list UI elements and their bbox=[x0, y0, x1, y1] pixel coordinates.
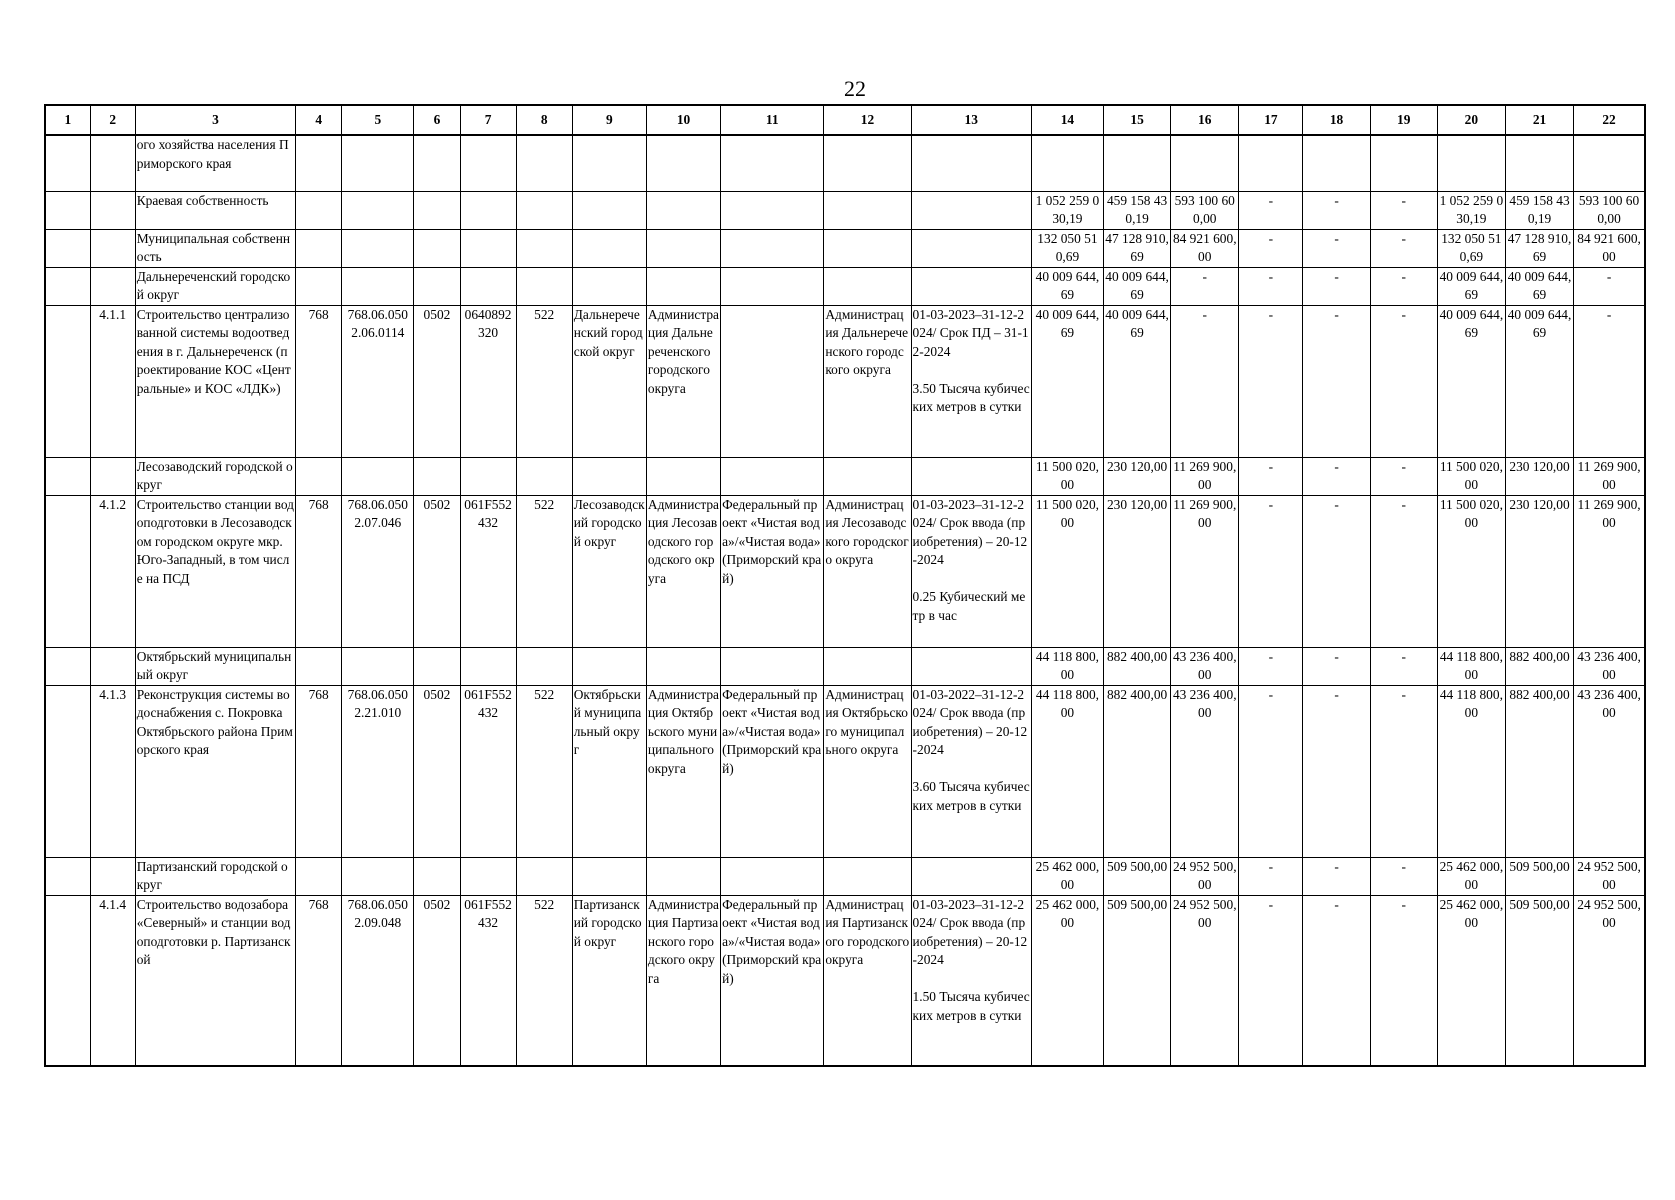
cell-col-21: 882 400,00 bbox=[1505, 685, 1573, 857]
cell-col-3: Лесозаводский городской округ bbox=[135, 457, 295, 495]
cell-col-18: - bbox=[1303, 647, 1370, 685]
cell-col-14: 25 462 000,00 bbox=[1031, 857, 1103, 895]
cell-col-17: - bbox=[1239, 495, 1303, 647]
cell-col-1 bbox=[45, 305, 90, 457]
table-row bbox=[45, 495, 1645, 647]
cell-col-2 bbox=[90, 857, 135, 895]
column-header-14: 14 bbox=[1031, 105, 1103, 135]
cell-col-6: 0502 bbox=[414, 305, 460, 457]
cell-col-19: - bbox=[1370, 495, 1437, 647]
cell-col-19: - bbox=[1370, 267, 1437, 305]
cell-col-22: 11 269 900,00 bbox=[1574, 457, 1645, 495]
cell-col-17: - bbox=[1239, 305, 1303, 457]
cell-col-12: Администрация Октябрьского муниципального округа bbox=[824, 685, 911, 857]
table-row bbox=[45, 647, 1645, 685]
cell-col-10 bbox=[646, 191, 720, 229]
cell-col-20: 44 118 800,00 bbox=[1437, 647, 1505, 685]
cell-col-13: 01-03-2023–31-12-2024/ Срок ввода (приобретения) – 20-12-2024 1.50 Тысяча кубических метров в сутки bbox=[911, 895, 1031, 1066]
column-header-4: 4 bbox=[296, 105, 342, 135]
cell-col-5 bbox=[342, 857, 414, 895]
cell-col-1 bbox=[45, 267, 90, 305]
cell-col-7: 061F552432 bbox=[460, 685, 516, 857]
column-header-13: 13 bbox=[911, 105, 1031, 135]
cell-col-7: 061F552432 bbox=[460, 895, 516, 1066]
cell-col-22: - bbox=[1574, 305, 1645, 457]
cell-col-1 bbox=[45, 895, 90, 1066]
column-header-3: 3 bbox=[135, 105, 295, 135]
cell-col-16 bbox=[1171, 135, 1239, 191]
cell-col-12: Администрация Лесозаводского городского округа bbox=[824, 495, 911, 647]
cell-col-16: 43 236 400,00 bbox=[1171, 647, 1239, 685]
page-number: 22 bbox=[844, 76, 866, 101]
cell-col-14: 25 462 000,00 bbox=[1031, 895, 1103, 1066]
cell-col-11 bbox=[721, 647, 824, 685]
column-header-21: 21 bbox=[1505, 105, 1573, 135]
cell-col-15: 459 158 430,19 bbox=[1104, 191, 1171, 229]
cell-col-21: 40 009 644,69 bbox=[1505, 267, 1573, 305]
cell-col-21: 509 500,00 bbox=[1505, 895, 1573, 1066]
cell-col-12 bbox=[824, 647, 911, 685]
cell-col-9: Лесозаводский городской округ bbox=[572, 495, 646, 647]
cell-col-8: 522 bbox=[516, 895, 572, 1066]
cell-col-11 bbox=[721, 267, 824, 305]
cell-col-5 bbox=[342, 229, 414, 267]
cell-col-11 bbox=[721, 305, 824, 457]
cell-col-10 bbox=[646, 135, 720, 191]
cell-col-18 bbox=[1303, 135, 1370, 191]
cell-col-8 bbox=[516, 267, 572, 305]
cell-col-22: 43 236 400,00 bbox=[1574, 647, 1645, 685]
cell-col-16: 24 952 500,00 bbox=[1171, 857, 1239, 895]
cell-col-10 bbox=[646, 857, 720, 895]
cell-col-3: Реконструкция системы водоснабжения с. Покровка Октябрьского района Приморского края bbox=[135, 685, 295, 857]
cell-col-5: 768.06.0502.21.010 bbox=[342, 685, 414, 857]
cell-col-7 bbox=[460, 457, 516, 495]
cell-col-10 bbox=[646, 457, 720, 495]
table-row bbox=[45, 457, 1645, 495]
cell-col-2 bbox=[90, 647, 135, 685]
cell-col-4 bbox=[296, 457, 342, 495]
column-header-22: 22 bbox=[1574, 105, 1645, 135]
cell-col-22: 24 952 500,00 bbox=[1574, 857, 1645, 895]
cell-col-7: 061F552432 bbox=[460, 495, 516, 647]
cell-col-22: 43 236 400,00 bbox=[1574, 685, 1645, 857]
cell-col-8 bbox=[516, 191, 572, 229]
cell-col-12 bbox=[824, 135, 911, 191]
cell-col-21: 230 120,00 bbox=[1505, 457, 1573, 495]
cell-col-7 bbox=[460, 135, 516, 191]
cell-col-14 bbox=[1031, 135, 1103, 191]
cell-col-6: 0502 bbox=[414, 685, 460, 857]
cell-col-22: - bbox=[1574, 267, 1645, 305]
cell-col-3: Муниципальная собственность bbox=[135, 229, 295, 267]
cell-col-16: 11 269 900,00 bbox=[1171, 457, 1239, 495]
cell-col-10 bbox=[646, 267, 720, 305]
cell-col-17: - bbox=[1239, 857, 1303, 895]
cell-col-13 bbox=[911, 267, 1031, 305]
cell-col-15 bbox=[1104, 135, 1171, 191]
cell-col-6 bbox=[414, 191, 460, 229]
cell-col-2: 4.1.1 bbox=[90, 305, 135, 457]
cell-col-6: 0502 bbox=[414, 895, 460, 1066]
cell-col-7: 0640892320 bbox=[460, 305, 516, 457]
cell-col-19: - bbox=[1370, 895, 1437, 1066]
column-header-5: 5 bbox=[342, 105, 414, 135]
cell-col-8: 522 bbox=[516, 495, 572, 647]
column-header-1: 1 bbox=[45, 105, 90, 135]
cell-col-7 bbox=[460, 647, 516, 685]
cell-col-16: - bbox=[1171, 305, 1239, 457]
cell-col-16: 24 952 500,00 bbox=[1171, 895, 1239, 1066]
cell-col-15: 882 400,00 bbox=[1104, 647, 1171, 685]
program-table bbox=[44, 104, 1646, 1067]
cell-col-9 bbox=[572, 647, 646, 685]
column-header-20: 20 bbox=[1437, 105, 1505, 135]
column-header-11: 11 bbox=[721, 105, 824, 135]
cell-col-6 bbox=[414, 267, 460, 305]
cell-col-14: 1 052 259 030,19 bbox=[1031, 191, 1103, 229]
cell-col-1 bbox=[45, 647, 90, 685]
cell-col-4: 768 bbox=[296, 495, 342, 647]
cell-col-5 bbox=[342, 457, 414, 495]
cell-col-19: - bbox=[1370, 647, 1437, 685]
cell-col-22: 24 952 500,00 bbox=[1574, 895, 1645, 1066]
cell-col-3: Краевая собственность bbox=[135, 191, 295, 229]
cell-col-12 bbox=[824, 267, 911, 305]
cell-col-20: 25 462 000,00 bbox=[1437, 895, 1505, 1066]
cell-col-13 bbox=[911, 857, 1031, 895]
cell-col-13 bbox=[911, 135, 1031, 191]
cell-col-9 bbox=[572, 857, 646, 895]
table-row bbox=[45, 191, 1645, 229]
cell-col-8 bbox=[516, 135, 572, 191]
cell-col-19: - bbox=[1370, 305, 1437, 457]
cell-col-2 bbox=[90, 229, 135, 267]
cell-col-9 bbox=[572, 267, 646, 305]
cell-col-16: 593 100 600,00 bbox=[1171, 191, 1239, 229]
cell-col-9: Октябрьский муниципальный округ bbox=[572, 685, 646, 857]
cell-col-13: 01-03-2023–31-12-2024/ Срок ввода (приобретения) – 20-12-2024 0.25 Кубический метр в час bbox=[911, 495, 1031, 647]
cell-col-13 bbox=[911, 647, 1031, 685]
cell-col-9: Партизанский городской округ bbox=[572, 895, 646, 1066]
cell-col-3: Строительство водозабора «Северный» и станции водоподготовки р. Партизанской bbox=[135, 895, 295, 1066]
cell-col-12: Администрация Партизанского городского округа bbox=[824, 895, 911, 1066]
cell-col-21 bbox=[1505, 135, 1573, 191]
cell-col-3: Строительство станции водоподготовки в Лесозаводском городском округе мкр. Юго-Западный, в том числе на ПСД bbox=[135, 495, 295, 647]
cell-col-2: 4.1.3 bbox=[90, 685, 135, 857]
cell-col-1 bbox=[45, 135, 90, 191]
cell-col-10: Администрация Лесозаводского городского округа bbox=[646, 495, 720, 647]
cell-col-14: 44 118 800,00 bbox=[1031, 685, 1103, 857]
cell-col-18: - bbox=[1303, 895, 1370, 1066]
cell-col-5 bbox=[342, 191, 414, 229]
cell-col-8 bbox=[516, 229, 572, 267]
cell-col-19: - bbox=[1370, 229, 1437, 267]
cell-col-6 bbox=[414, 135, 460, 191]
cell-col-17 bbox=[1239, 135, 1303, 191]
cell-col-22 bbox=[1574, 135, 1645, 191]
cell-col-9 bbox=[572, 191, 646, 229]
cell-col-2: 4.1.2 bbox=[90, 495, 135, 647]
cell-col-5 bbox=[342, 267, 414, 305]
cell-col-11 bbox=[721, 457, 824, 495]
cell-col-5: 768.06.0502.07.046 bbox=[342, 495, 414, 647]
cell-col-11 bbox=[721, 191, 824, 229]
cell-col-1 bbox=[45, 857, 90, 895]
cell-col-3: Октябрьский муниципальный округ bbox=[135, 647, 295, 685]
table-row bbox=[45, 267, 1645, 305]
cell-col-7 bbox=[460, 267, 516, 305]
cell-col-4: 768 bbox=[296, 685, 342, 857]
column-header-8: 8 bbox=[516, 105, 572, 135]
cell-col-21: 882 400,00 bbox=[1505, 647, 1573, 685]
cell-col-14: 44 118 800,00 bbox=[1031, 647, 1103, 685]
cell-col-4 bbox=[296, 857, 342, 895]
table-row bbox=[45, 857, 1645, 895]
cell-col-4 bbox=[296, 267, 342, 305]
cell-col-8: 522 bbox=[516, 685, 572, 857]
cell-col-6 bbox=[414, 647, 460, 685]
cell-col-9 bbox=[572, 457, 646, 495]
cell-col-19: - bbox=[1370, 685, 1437, 857]
cell-col-4: 768 bbox=[296, 895, 342, 1066]
cell-col-5 bbox=[342, 647, 414, 685]
cell-col-18: - bbox=[1303, 229, 1370, 267]
cell-col-16: - bbox=[1171, 267, 1239, 305]
cell-col-13 bbox=[911, 191, 1031, 229]
cell-col-14: 40 009 644,69 bbox=[1031, 305, 1103, 457]
cell-col-17: - bbox=[1239, 647, 1303, 685]
table-row bbox=[45, 685, 1645, 857]
cell-col-12 bbox=[824, 857, 911, 895]
cell-col-1 bbox=[45, 191, 90, 229]
cell-col-17: - bbox=[1239, 685, 1303, 857]
table-row bbox=[45, 135, 1645, 191]
cell-col-16: 43 236 400,00 bbox=[1171, 685, 1239, 857]
cell-col-6 bbox=[414, 857, 460, 895]
cell-col-4 bbox=[296, 135, 342, 191]
cell-col-15: 509 500,00 bbox=[1104, 857, 1171, 895]
cell-col-18: - bbox=[1303, 305, 1370, 457]
cell-col-15: 40 009 644,69 bbox=[1104, 305, 1171, 457]
column-header-10: 10 bbox=[646, 105, 720, 135]
cell-col-19: - bbox=[1370, 457, 1437, 495]
cell-col-9: Дальнереченский городской округ bbox=[572, 305, 646, 457]
cell-col-6 bbox=[414, 457, 460, 495]
cell-col-21: 47 128 910,69 bbox=[1505, 229, 1573, 267]
column-header-16: 16 bbox=[1171, 105, 1239, 135]
cell-col-17: - bbox=[1239, 267, 1303, 305]
cell-col-15: 882 400,00 bbox=[1104, 685, 1171, 857]
cell-col-10 bbox=[646, 229, 720, 267]
cell-col-18: - bbox=[1303, 685, 1370, 857]
cell-col-1 bbox=[45, 685, 90, 857]
cell-col-15: 230 120,00 bbox=[1104, 457, 1171, 495]
column-header-15: 15 bbox=[1104, 105, 1171, 135]
cell-col-18: - bbox=[1303, 495, 1370, 647]
table-row bbox=[45, 895, 1645, 1066]
cell-col-13 bbox=[911, 229, 1031, 267]
column-header-6: 6 bbox=[414, 105, 460, 135]
cell-col-14: 11 500 020,00 bbox=[1031, 495, 1103, 647]
cell-col-1 bbox=[45, 457, 90, 495]
cell-col-9 bbox=[572, 135, 646, 191]
cell-col-2 bbox=[90, 267, 135, 305]
cell-col-13: 01-03-2023–31-12-2024/ Срок ПД – 31-12-2024 3.50 Тысяча кубических метров в сутки bbox=[911, 305, 1031, 457]
cell-col-1 bbox=[45, 495, 90, 647]
cell-col-21: 230 120,00 bbox=[1505, 495, 1573, 647]
cell-col-14: 132 050 510,69 bbox=[1031, 229, 1103, 267]
column-header-17: 17 bbox=[1239, 105, 1303, 135]
cell-col-4: 768 bbox=[296, 305, 342, 457]
cell-col-14: 40 009 644,69 bbox=[1031, 267, 1103, 305]
cell-col-18: - bbox=[1303, 191, 1370, 229]
cell-col-18: - bbox=[1303, 857, 1370, 895]
cell-col-3: Партизанский городской округ bbox=[135, 857, 295, 895]
cell-col-8 bbox=[516, 857, 572, 895]
cell-col-2 bbox=[90, 135, 135, 191]
cell-col-20: 11 500 020,00 bbox=[1437, 457, 1505, 495]
cell-col-18: - bbox=[1303, 457, 1370, 495]
header-row bbox=[45, 105, 1645, 135]
cell-col-8 bbox=[516, 647, 572, 685]
cell-col-21: 40 009 644,69 bbox=[1505, 305, 1573, 457]
cell-col-20: 44 118 800,00 bbox=[1437, 685, 1505, 857]
column-header-7: 7 bbox=[460, 105, 516, 135]
cell-col-20: 1 052 259 030,19 bbox=[1437, 191, 1505, 229]
cell-col-20: 11 500 020,00 bbox=[1437, 495, 1505, 647]
cell-col-11 bbox=[721, 229, 824, 267]
cell-col-2: 4.1.4 bbox=[90, 895, 135, 1066]
column-header-19: 19 bbox=[1370, 105, 1437, 135]
cell-col-7 bbox=[460, 191, 516, 229]
cell-col-12 bbox=[824, 229, 911, 267]
cell-col-20: 132 050 510,69 bbox=[1437, 229, 1505, 267]
cell-col-11 bbox=[721, 135, 824, 191]
table-row bbox=[45, 305, 1645, 457]
cell-col-19: - bbox=[1370, 857, 1437, 895]
cell-col-11: Федеральный проект «Чистая вода»/«Чистая вода» (Приморский край) bbox=[721, 495, 824, 647]
cell-col-11: Федеральный проект «Чистая вода»/«Чистая вода» (Приморский край) bbox=[721, 685, 824, 857]
cell-col-17: - bbox=[1239, 229, 1303, 267]
cell-col-4 bbox=[296, 647, 342, 685]
cell-col-20: 40 009 644,69 bbox=[1437, 267, 1505, 305]
cell-col-12 bbox=[824, 457, 911, 495]
column-header-12: 12 bbox=[824, 105, 911, 135]
cell-col-6: 0502 bbox=[414, 495, 460, 647]
cell-col-19 bbox=[1370, 135, 1437, 191]
cell-col-17: - bbox=[1239, 895, 1303, 1066]
cell-col-11 bbox=[721, 857, 824, 895]
cell-col-22: 11 269 900,00 bbox=[1574, 495, 1645, 647]
cell-col-3: Строительство централизованной системы водоотведения в г. Дальнереченск (проектирование КОС «Центральные» и КОС «ЛДК») bbox=[135, 305, 295, 457]
cell-col-8: 522 bbox=[516, 305, 572, 457]
cell-col-12: Администрация Дальнереченского городского округа bbox=[824, 305, 911, 457]
cell-col-20: 40 009 644,69 bbox=[1437, 305, 1505, 457]
cell-col-12 bbox=[824, 191, 911, 229]
cell-col-9 bbox=[572, 229, 646, 267]
cell-col-19: - bbox=[1370, 191, 1437, 229]
cell-col-15: 40 009 644,69 bbox=[1104, 267, 1171, 305]
cell-col-11: Федеральный проект «Чистая вода»/«Чистая вода» (Приморский край) bbox=[721, 895, 824, 1066]
cell-col-10: Администрация Партизанского городского округа bbox=[646, 895, 720, 1066]
cell-col-15: 47 128 910,69 bbox=[1104, 229, 1171, 267]
cell-col-2 bbox=[90, 191, 135, 229]
column-header-9: 9 bbox=[572, 105, 646, 135]
cell-col-20 bbox=[1437, 135, 1505, 191]
cell-col-16: 11 269 900,00 bbox=[1171, 495, 1239, 647]
cell-col-3: Дальнереченский городской округ bbox=[135, 267, 295, 305]
cell-col-15: 509 500,00 bbox=[1104, 895, 1171, 1066]
cell-col-10: Администрация Дальнереченского городского округа bbox=[646, 305, 720, 457]
cell-col-13: 01-03-2022–31-12-2024/ Срок ввода (приобретения) – 20-12-2024 3.60 Тысяча кубических метров в сутки bbox=[911, 685, 1031, 857]
cell-col-20: 25 462 000,00 bbox=[1437, 857, 1505, 895]
cell-col-5: 768.06.0502.06.0114 bbox=[342, 305, 414, 457]
table-row bbox=[45, 229, 1645, 267]
cell-col-16: 84 921 600,00 bbox=[1171, 229, 1239, 267]
cell-col-7 bbox=[460, 857, 516, 895]
column-header-18: 18 bbox=[1303, 105, 1370, 135]
cell-col-21: 509 500,00 bbox=[1505, 857, 1573, 895]
cell-col-5: 768.06.0502.09.048 bbox=[342, 895, 414, 1066]
cell-col-17: - bbox=[1239, 191, 1303, 229]
cell-col-22: 84 921 600,00 bbox=[1574, 229, 1645, 267]
cell-col-17: - bbox=[1239, 457, 1303, 495]
cell-col-13 bbox=[911, 457, 1031, 495]
cell-col-1 bbox=[45, 229, 90, 267]
cell-col-7 bbox=[460, 229, 516, 267]
cell-col-10 bbox=[646, 647, 720, 685]
cell-col-8 bbox=[516, 457, 572, 495]
cell-col-22: 593 100 600,00 bbox=[1574, 191, 1645, 229]
cell-col-15: 230 120,00 bbox=[1104, 495, 1171, 647]
cell-col-14: 11 500 020,00 bbox=[1031, 457, 1103, 495]
cell-col-21: 459 158 430,19 bbox=[1505, 191, 1573, 229]
cell-col-10: Администрация Октябрьского муниципального округа bbox=[646, 685, 720, 857]
cell-col-6 bbox=[414, 229, 460, 267]
cell-col-4 bbox=[296, 191, 342, 229]
cell-col-4 bbox=[296, 229, 342, 267]
cell-col-2 bbox=[90, 457, 135, 495]
column-header-2: 2 bbox=[90, 105, 135, 135]
cell-col-5 bbox=[342, 135, 414, 191]
cell-col-18: - bbox=[1303, 267, 1370, 305]
cell-col-3: ого хозяйства населения Приморского края bbox=[135, 135, 295, 191]
